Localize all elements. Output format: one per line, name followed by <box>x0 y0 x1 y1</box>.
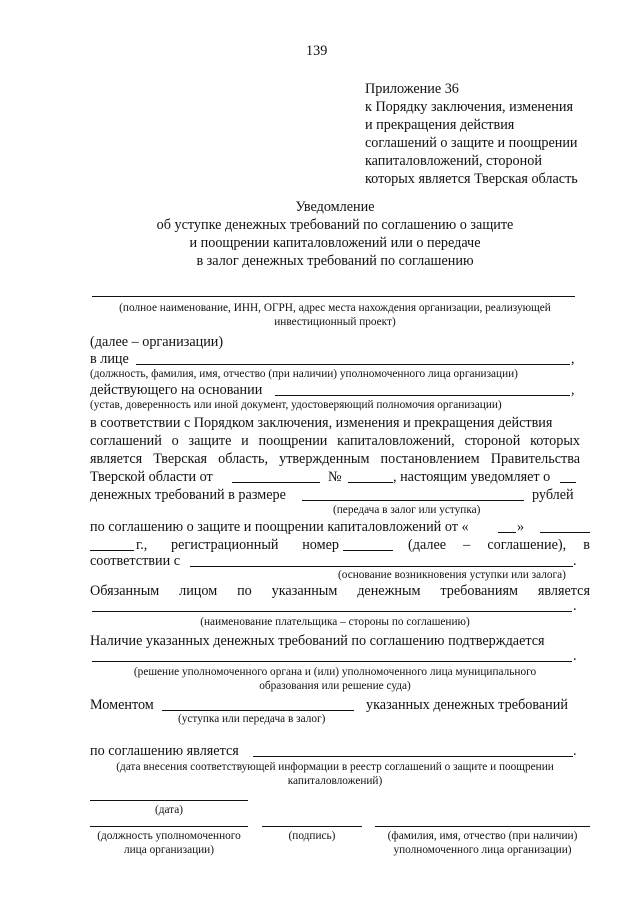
organization-name-field[interactable] <box>92 296 575 297</box>
period: . <box>573 598 577 614</box>
organization-caption: инвестиционный проект) <box>274 316 396 328</box>
decree-number-label: № <box>328 469 342 485</box>
decision-caption: (решение уполномоченного органа и (или) уполномоченного лица муниципального <box>133 666 537 678</box>
registry-caption: капиталовложений) <box>287 775 383 787</box>
payer-caption: (наименование плательщика – стороны по соглашению) <box>200 616 470 628</box>
full-name-field[interactable] <box>375 826 590 827</box>
moment-caption: (уступка или передача в залог) <box>178 713 326 725</box>
signature-field[interactable] <box>262 826 362 827</box>
paragraph-line: является Тверская область, утвержденным постановлением Правительства <box>90 451 580 467</box>
agreement-is-label: по соглашению является <box>90 743 239 759</box>
signature-caption: (подпись) <box>288 830 336 842</box>
appendix-line: которых является Тверская область <box>365 171 578 187</box>
title-line: в залог денежных требований по соглашению <box>196 253 474 269</box>
title-line: и поощрении капиталовложений или о передаче <box>189 235 481 251</box>
acting-label: действующего на основании <box>90 382 263 398</box>
paragraph-line: соглашений о защите и поощрении капиталовложений, стороной которых <box>90 433 580 449</box>
appendix-line: к Порядку заключения, изменения <box>365 99 573 115</box>
page-number: 139 <box>306 43 328 59</box>
date-caption: (дата) <box>154 804 184 816</box>
accordance-label: соответствии с <box>90 553 181 569</box>
obliged-person-line: Обязанным лицом по указанным денежным требованиям является <box>90 583 590 599</box>
decree-date-label: Тверской области от <box>90 469 213 485</box>
person-field[interactable] <box>136 364 570 365</box>
grounds-caption: (основание возникновения уступки или залога) <box>338 569 566 581</box>
basis-caption: (устав, доверенность или иной документ, удостоверяющий полномочия организации) <box>90 399 502 411</box>
transfer-caption: (передача в залог или уступка) <box>333 504 481 516</box>
decree-number-field[interactable] <box>348 482 393 483</box>
agreement-quote-close: » <box>517 519 525 535</box>
notifies-label: , настоящим уведомляет о <box>393 469 551 485</box>
decision-field[interactable] <box>92 661 572 662</box>
appendix-line: соглашений о защите и поощрении <box>365 135 578 151</box>
full-name-caption: (фамилия, имя, отчество (при наличии) <box>387 830 578 842</box>
agreement-short-label: (далее – соглашение), в <box>408 537 590 553</box>
position-field[interactable] <box>90 826 248 827</box>
moment-field[interactable] <box>162 710 354 711</box>
moment-tail-label: указанных денежных требований <box>366 697 568 713</box>
org-short-label: (далее – организации) <box>90 334 224 350</box>
agreement-month-field[interactable] <box>540 532 590 533</box>
period: . <box>573 743 577 759</box>
registry-date-field[interactable] <box>253 756 573 757</box>
decision-caption: образования или решение суда) <box>259 680 411 692</box>
rubles-label: рублей <box>532 487 574 503</box>
agreement-day-field[interactable] <box>498 532 516 533</box>
agreement-date-label: по соглашению о защите и поощрении капиталовложений от « <box>90 519 469 535</box>
paragraph-text: в соответствии с Порядком заключения, изменения и прекращения действия <box>90 415 553 431</box>
appendix-line: и прекращения действия <box>365 117 515 133</box>
appendix-line: капиталовложений, стороной <box>365 153 542 169</box>
in-person-label: в лице <box>90 351 129 367</box>
title-line: об уступке денежных требований по соглашению о защите <box>156 217 514 233</box>
amount-field[interactable] <box>302 500 524 501</box>
moment-label: Моментом <box>90 697 154 713</box>
payer-field[interactable] <box>92 611 572 612</box>
paragraph-line <box>90 414 580 432</box>
position-caption: лица организации) <box>124 844 214 856</box>
amount-label: денежных требований в размере <box>90 487 286 503</box>
person-caption: (должность, фамилия, имя, отчество (при наличии) уполномоченного лица организации) <box>90 368 518 380</box>
date-field[interactable] <box>90 800 248 801</box>
grounds-field[interactable] <box>190 566 573 567</box>
basis-field[interactable] <box>275 395 570 396</box>
existence-line: Наличие указанных денежных требований по соглашению подтверждается <box>90 633 545 649</box>
registration-number-field[interactable] <box>343 550 393 551</box>
notification-subject-field[interactable] <box>560 482 576 483</box>
agreement-year-field[interactable] <box>90 550 134 551</box>
registry-caption: (дата внесения соответствующей информации в реестр соглашений о защите и поощрении <box>116 761 554 773</box>
title-line: Уведомление <box>295 199 375 215</box>
comma: , <box>571 382 575 398</box>
full-name-caption: уполномоченного лица организации) <box>393 844 572 856</box>
period: . <box>573 553 577 569</box>
position-caption: (должность уполномоченного <box>97 830 241 842</box>
comma: , <box>571 351 575 367</box>
organization-caption: (полное наименование, ИНН, ОГРН, адрес места нахождения организации, реализующей <box>119 302 551 314</box>
registration-label: г., регистрационный номер <box>136 537 339 553</box>
appendix-line: Приложение 36 <box>365 81 459 97</box>
period: . <box>573 648 577 664</box>
decree-date-field[interactable] <box>232 482 320 483</box>
